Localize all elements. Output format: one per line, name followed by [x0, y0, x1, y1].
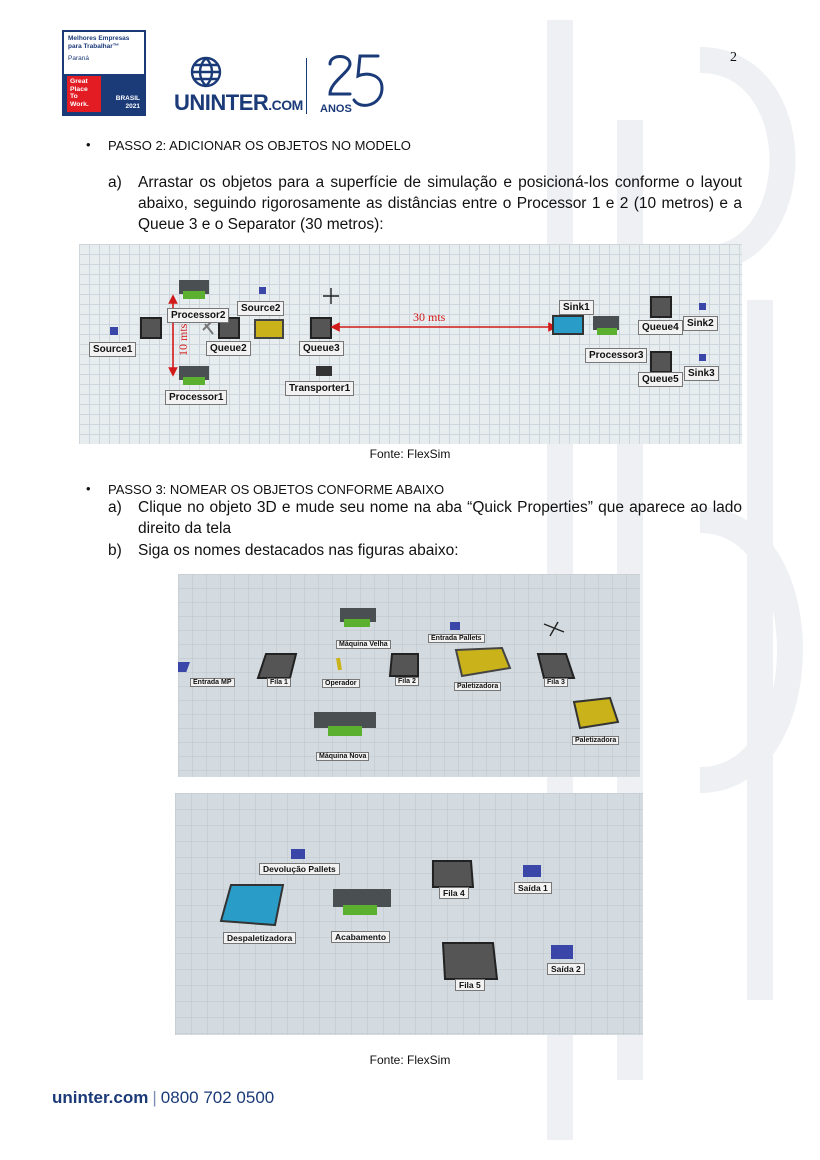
saida2-box: [551, 945, 573, 959]
label-sink3: Sink3: [684, 366, 719, 381]
label-sink1: Sink1: [559, 300, 594, 315]
uninter-wordmark: [174, 90, 303, 116]
item-text: Arrastar os objetos para a superfície de simulação e posicioná-los conforme o layout abaixo, seguindo rigorosamente as distâncias entre o Processor 1 e 2 (10 metros) e a Queue 3 e o Separator (30 metros):: [138, 174, 742, 233]
label-entrada-mp: Entrada MP: [190, 678, 235, 687]
footer-phone: 0800 702 0500: [160, 1088, 275, 1107]
acabamento-body: [333, 889, 391, 907]
step3-heading: [90, 482, 444, 497]
entrada-pallets-box: [450, 622, 460, 630]
label-acabamento: Acabamento: [331, 931, 390, 943]
flexsim-layout-figure: [79, 244, 742, 444]
label-processor3: Processor3: [585, 348, 647, 363]
queue3-box: [311, 318, 331, 338]
step3-item-b: [108, 540, 742, 561]
step2-heading: [90, 138, 411, 153]
label-paletizadora2: Paletizadora: [572, 736, 619, 745]
combiner-box: [255, 320, 283, 338]
processor3-body: [593, 316, 619, 330]
brand-name: UNINTER: [174, 90, 269, 115]
step3-heading-text: PASSO 3: NOMEAR OS OBJETOS CONFORME ABAIXO: [108, 482, 445, 497]
label-fila5: Fila 5: [455, 979, 485, 991]
named-objects-b: [175, 793, 643, 1035]
step2-item-a: [108, 172, 742, 235]
label-fila4: Fila 4: [439, 887, 469, 899]
page-number: 2: [730, 50, 737, 65]
figure2-caption: Fonte: FlexSim: [369, 1053, 451, 1067]
label-entrada-pallets: Entrada Pallets: [428, 634, 485, 643]
label-operador: Operador: [322, 679, 360, 688]
footer-separator: |: [152, 1088, 157, 1107]
processor1-base: [183, 377, 205, 385]
label-source2: Source2: [237, 301, 284, 316]
source1-box: [110, 327, 118, 335]
label-maquina-velha: Máquina Velha: [336, 640, 391, 649]
brand-suffix: .COM: [268, 97, 303, 113]
label-maquina-nova: Máquina Nova: [316, 752, 369, 761]
queue4-box: [651, 297, 671, 317]
label-fila2: Fila 2: [395, 677, 419, 686]
gptw-word: To: [70, 93, 78, 101]
saida1-box: [523, 865, 541, 877]
maquina-velha-base: [344, 619, 370, 627]
operador-icon: [338, 658, 340, 670]
devolucao-pallets-box: [291, 849, 305, 859]
label-sink2: Sink2: [683, 316, 718, 331]
anos-text: ANOS: [320, 103, 352, 115]
source2-box: [259, 287, 266, 294]
transporter-body: [316, 366, 332, 376]
maquina-nova-body: [314, 712, 376, 728]
gptw-word: Work.: [70, 100, 89, 108]
gptw-word: Great: [70, 78, 88, 85]
header-divider: [306, 58, 307, 114]
badge-year: [116, 95, 140, 111]
processor2-base: [183, 291, 205, 299]
badge-year-value: 2021: [125, 103, 140, 110]
fila5-box: [443, 943, 497, 979]
item-label: a): [108, 174, 122, 191]
gptw-red-box: [67, 76, 101, 112]
item-text: Siga os nomes destacados nas figuras abaixo:: [138, 542, 459, 559]
fila4-box: [433, 861, 473, 887]
label-fila3: Fila 3: [544, 678, 568, 687]
label-paletizadora1: Paletizadora: [454, 682, 501, 691]
badge-country: BRASIL: [115, 95, 140, 102]
distance-30-label: 30 mts: [413, 310, 446, 324]
acabamento-base: [343, 905, 377, 915]
label-queue5: Queue5: [638, 372, 683, 387]
despaletizadora-box: [221, 885, 283, 925]
label-transporter1: Transporter1: [285, 381, 354, 396]
fila2-box: [390, 654, 418, 676]
sink2-box: [699, 303, 706, 310]
processor3-base: [597, 328, 617, 335]
sink3-box: [699, 354, 706, 361]
figure1-caption: Fonte: FlexSim: [369, 447, 451, 461]
footer-site[interactable]: uninter.com: [52, 1088, 149, 1107]
separator-box: [553, 316, 583, 334]
step3-item-a: [108, 497, 742, 539]
label-fila1: Fila 1: [267, 678, 291, 687]
maquina-nova-base: [328, 726, 362, 736]
label-source1: Source1: [89, 342, 136, 357]
queue1-box: [141, 318, 161, 338]
label-processor1: Processor1: [165, 390, 227, 405]
label-queue4: Queue4: [638, 320, 683, 335]
gptw-word: Place: [70, 85, 88, 93]
item-label: b): [108, 542, 122, 559]
item-text: Clique no objeto 3D e mude seu nome na aba “Quick Properties” que aparece ao lado direito da tela: [138, 499, 742, 537]
gptw-badge: [62, 30, 146, 116]
footer-contact: [52, 1088, 274, 1108]
label-queue3: Queue3: [299, 341, 344, 356]
label-saida1: Saída 1: [514, 882, 552, 894]
distance-10-label: 10 mts: [176, 323, 190, 356]
label-devolucao-pallets: Devolução Pallets: [259, 863, 340, 875]
flexsim-named-figure-a: [178, 574, 640, 777]
label-processor2: Processor2: [167, 308, 229, 323]
flexsim-named-figure-b: [175, 793, 643, 1035]
item-label: a): [108, 499, 122, 516]
anos-25-logo: [316, 52, 396, 118]
operator-icon: [203, 322, 213, 334]
badge-line2: para Trabalhar™: [68, 43, 120, 50]
step2-heading-text: PASSO 2: ADICIONAR OS OBJETOS NO MODELO: [108, 138, 411, 153]
separator-cross-icon: [323, 288, 339, 304]
label-queue2: Queue2: [206, 341, 251, 356]
badge-state: Paraná: [68, 55, 89, 62]
label-despaletizadora: Despaletizadora: [223, 932, 296, 944]
named-objects-a: [178, 574, 640, 777]
paletizadora-forklift: [574, 698, 618, 728]
label-saida2: Saída 2: [547, 963, 585, 975]
queue5-box: [651, 352, 671, 372]
badge-line1: Melhores Empresas: [68, 35, 130, 42]
